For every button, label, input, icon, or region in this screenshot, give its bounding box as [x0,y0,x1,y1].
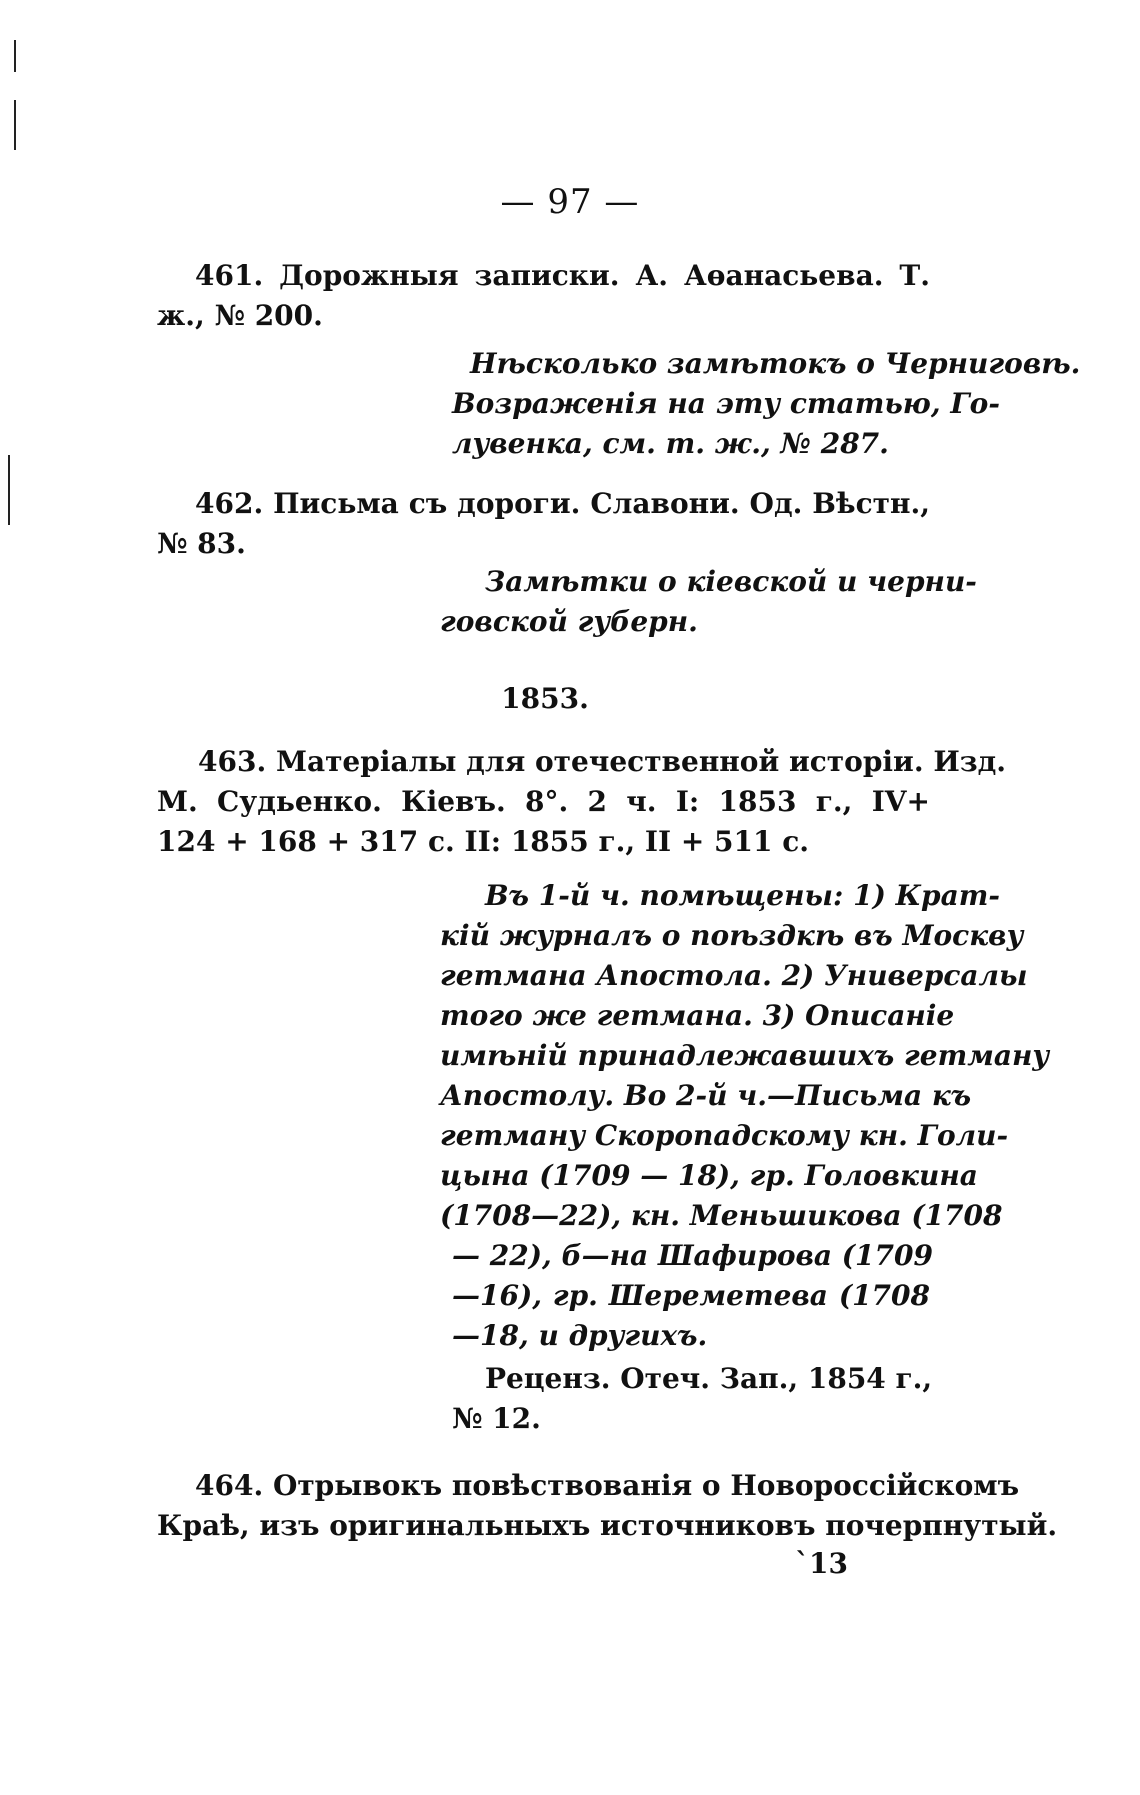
entry-463-note-4: того же гетмана. 3) Описаніе [440,999,955,1032]
entry-461-note-3: лувенка, см. т. ж., № 287. [452,427,889,460]
entry-462-line-2: № 83. [157,527,246,560]
entry-463-note-2: кій журналъ о поѣздкѣ въ Москву [440,919,1024,952]
page-number: — 97 — [500,182,640,222]
entry-463-review-1: Реценз. Отеч. Зап., 1854 г., [485,1362,933,1395]
entry-463-line-1: 463. Матеріалы для отечественной исторіи. Изд. [198,745,1007,778]
entry-461-line-1: 461. Дорожныя записки. А. Аөанасьева. Т. [195,259,930,292]
entry-463-note-3: гетмана Апостола. 2) Универсалы [440,959,1028,992]
entry-463-note-6: Апостолу. Во 2-й ч.—Письма къ [440,1079,972,1112]
entry-463-note-8: цына (1709 — 18), гр. Головкина [440,1159,978,1192]
entry-461-note-1: Нѣсколько замѣтокъ о Черниговѣ. [470,347,1081,380]
scan-edge-mark [8,455,10,525]
entry-463-note-9: (1708—22), кн. Меньшикова (1708 [440,1199,1003,1232]
entry-462-note-2: говской губерн. [440,605,698,638]
entry-461-line-2: ж., № 200. [157,299,323,332]
entry-462-note-1: Замѣтки о кіевской и черни- [485,565,977,598]
year-heading: 1853. [501,682,589,715]
scan-edge-mark [14,100,16,150]
entry-463-note-5: имѣній принадлежавшихъ гетману [440,1039,1050,1072]
entry-463-note-12: —18, и другихъ. [452,1319,708,1352]
entry-464-line-2: Краѣ, изъ оригинальныхъ источниковъ почерпнутый. [157,1509,1058,1542]
entry-463-review-2: № 12. [452,1402,541,1435]
entry-463-note-10: — 22), б—на Шафирова (1709 [452,1239,933,1272]
entry-464-line-1: 464. Отрывокъ повѣствованія о Новороссійскомъ [195,1469,1020,1502]
entry-463-line-2: М. Судьенко. Кіевъ. 8°. 2 ч. I: 1853 г., IV+ [157,785,930,818]
scan-edge-mark [14,40,16,72]
entry-461-note-2: Возраженія на эту статью, Го- [452,387,1000,420]
entry-463-note-7: гетману Скоропадскому кн. Голи- [440,1119,1009,1152]
signature-mark: `13 [795,1547,848,1580]
entry-463-note-11: —16), гр. Шереметева (1708 [452,1279,930,1312]
entry-462-line-1: 462. Письма съ дороги. Славони. Од. Вѣстн., [195,487,930,520]
entry-463-line-3: 124 + 168 + 317 с. II: 1855 г., II + 511 с. [157,825,810,858]
entry-463-note-1: Въ 1-й ч. помѣщены: 1) Крат- [485,879,1001,912]
